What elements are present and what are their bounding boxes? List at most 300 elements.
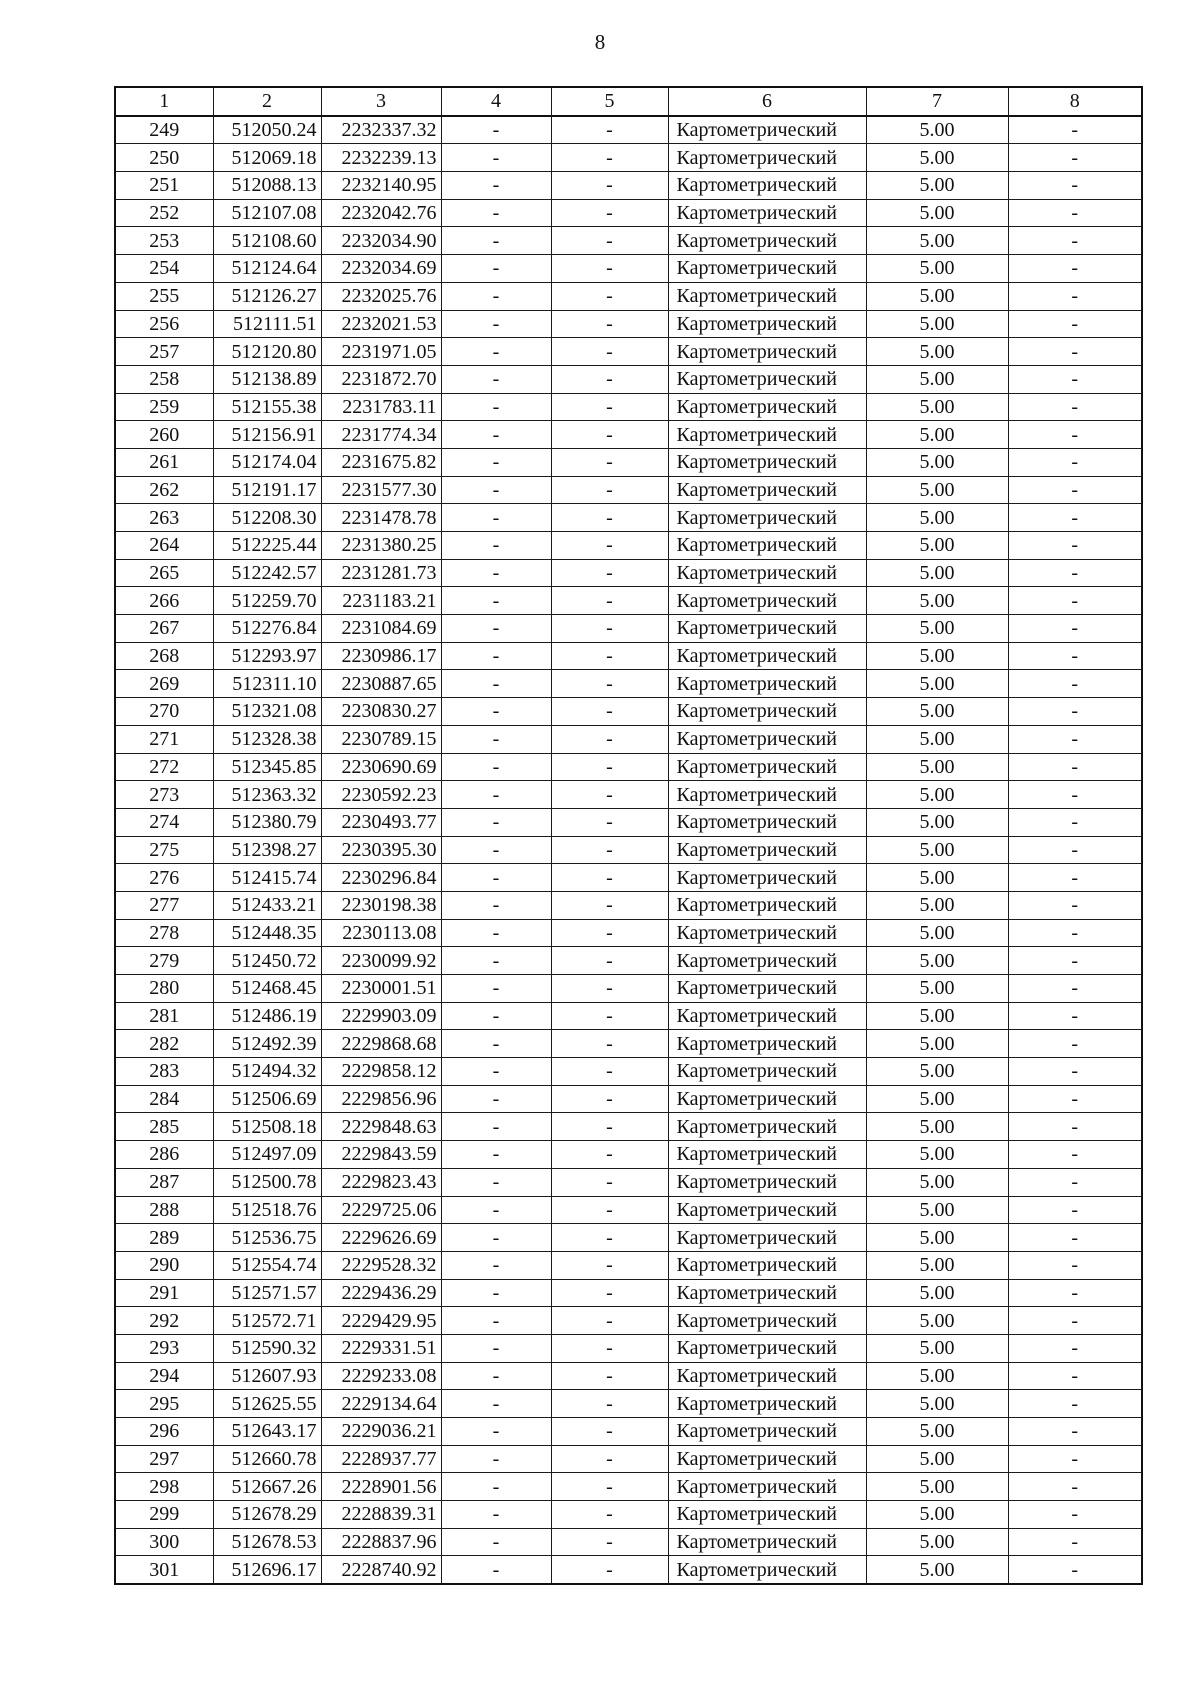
cell-col-4: - (441, 1528, 551, 1556)
table-row (115, 1002, 1142, 1030)
cell-coord-y: 2228901.56 (321, 1473, 441, 1501)
cell-coord-x: 512126.27 (213, 282, 321, 310)
cell-col-8: - (1008, 393, 1142, 421)
cell-method: Картометрический (668, 1058, 866, 1086)
cell-point-number: 283 (115, 1058, 213, 1086)
cell-method: Картометрический (668, 144, 866, 172)
table-row (115, 1362, 1142, 1390)
table-row (115, 199, 1142, 227)
cell-method: Картометрический (668, 836, 866, 864)
cell-col-4: - (441, 116, 551, 144)
cell-col-8: - (1008, 725, 1142, 753)
cell-point-number: 268 (115, 642, 213, 670)
cell-col-8: - (1008, 255, 1142, 283)
cell-coord-y: 2230887.65 (321, 670, 441, 698)
table-row (115, 559, 1142, 587)
cell-col-8: - (1008, 1085, 1142, 1113)
cell-coord-x: 512174.04 (213, 448, 321, 476)
cell-coord-y: 2231675.82 (321, 448, 441, 476)
cell-col-4: - (441, 725, 551, 753)
cell-accuracy: 5.00 (866, 227, 1008, 255)
cell-col-4: - (441, 199, 551, 227)
cell-col-8: - (1008, 421, 1142, 449)
cell-col-5: - (551, 1528, 668, 1556)
cell-point-number: 295 (115, 1390, 213, 1418)
cell-point-number: 285 (115, 1113, 213, 1141)
cell-col-5: - (551, 1418, 668, 1446)
cell-method: Картометрический (668, 947, 866, 975)
cell-method: Картометрический (668, 753, 866, 781)
table-row (115, 1113, 1142, 1141)
cell-col-4: - (441, 1556, 551, 1584)
cell-coord-y: 2229903.09 (321, 1002, 441, 1030)
cell-accuracy: 5.00 (866, 393, 1008, 421)
cell-col-8: - (1008, 504, 1142, 532)
cell-coord-x: 512572.71 (213, 1307, 321, 1335)
cell-col-4: - (441, 864, 551, 892)
header-cell-1: 1 (115, 87, 213, 116)
table-row (115, 1307, 1142, 1335)
table-row (115, 642, 1142, 670)
cell-col-8: - (1008, 1058, 1142, 1086)
cell-coord-x: 512293.97 (213, 642, 321, 670)
cell-point-number: 274 (115, 808, 213, 836)
cell-col-4: - (441, 144, 551, 172)
cell-accuracy: 5.00 (866, 448, 1008, 476)
cell-col-4: - (441, 1445, 551, 1473)
cell-coord-y: 2230789.15 (321, 725, 441, 753)
cell-col-5: - (551, 532, 668, 560)
cell-col-5: - (551, 1501, 668, 1529)
cell-coord-y: 2232337.32 (321, 116, 441, 144)
cell-coord-x: 512448.35 (213, 919, 321, 947)
cell-col-4: - (441, 1362, 551, 1390)
cell-point-number: 294 (115, 1362, 213, 1390)
cell-col-4: - (441, 1251, 551, 1279)
cell-coord-x: 512486.19 (213, 1002, 321, 1030)
cell-col-4: - (441, 919, 551, 947)
cell-coord-y: 2231183.21 (321, 587, 441, 615)
cell-method: Картометрический (668, 559, 866, 587)
cell-col-8: - (1008, 1528, 1142, 1556)
cell-accuracy: 5.00 (866, 864, 1008, 892)
cell-col-8: - (1008, 199, 1142, 227)
cell-col-4: - (441, 1141, 551, 1169)
table-row (115, 476, 1142, 504)
cell-method: Картометрический (668, 172, 866, 200)
header-cell-4: 4 (441, 87, 551, 116)
cell-col-4: - (441, 172, 551, 200)
cell-accuracy: 5.00 (866, 891, 1008, 919)
table-row (115, 255, 1142, 283)
cell-col-4: - (441, 670, 551, 698)
cell-col-5: - (551, 421, 668, 449)
cell-coord-y: 2231577.30 (321, 476, 441, 504)
cell-col-5: - (551, 172, 668, 200)
cell-col-5: - (551, 1445, 668, 1473)
cell-method: Картометрический (668, 1445, 866, 1473)
cell-point-number: 263 (115, 504, 213, 532)
cell-col-5: - (551, 365, 668, 393)
cell-method: Картометрический (668, 1085, 866, 1113)
cell-coord-y: 2230001.51 (321, 975, 441, 1003)
cell-col-5: - (551, 116, 668, 144)
cell-col-8: - (1008, 975, 1142, 1003)
cell-col-8: - (1008, 1168, 1142, 1196)
cell-coord-y: 2229233.08 (321, 1362, 441, 1390)
cell-accuracy: 5.00 (866, 781, 1008, 809)
cell-coord-x: 512208.30 (213, 504, 321, 532)
cell-coord-y: 2230099.92 (321, 947, 441, 975)
cell-col-5: - (551, 255, 668, 283)
cell-accuracy: 5.00 (866, 199, 1008, 227)
table-row (115, 781, 1142, 809)
cell-coord-y: 2229823.43 (321, 1168, 441, 1196)
header-cell-7: 7 (866, 87, 1008, 116)
cell-accuracy: 5.00 (866, 255, 1008, 283)
cell-coord-x: 512497.09 (213, 1141, 321, 1169)
cell-coord-y: 2229843.59 (321, 1141, 441, 1169)
cell-col-5: - (551, 753, 668, 781)
table-row (115, 947, 1142, 975)
cell-col-8: - (1008, 1307, 1142, 1335)
cell-coord-x: 512554.74 (213, 1251, 321, 1279)
cell-method: Картометрический (668, 1141, 866, 1169)
table-row (115, 836, 1142, 864)
cell-coord-x: 512433.21 (213, 891, 321, 919)
cell-accuracy: 5.00 (866, 1362, 1008, 1390)
cell-col-5: - (551, 1251, 668, 1279)
cell-col-4: - (441, 1473, 551, 1501)
cell-coord-x: 512678.29 (213, 1501, 321, 1529)
cell-col-4: - (441, 421, 551, 449)
cell-coord-x: 512191.17 (213, 476, 321, 504)
cell-col-4: - (441, 227, 551, 255)
cell-col-8: - (1008, 919, 1142, 947)
cell-col-5: - (551, 559, 668, 587)
cell-coord-x: 512242.57 (213, 559, 321, 587)
table-row (115, 725, 1142, 753)
cell-col-4: - (441, 615, 551, 643)
cell-col-5: - (551, 1196, 668, 1224)
cell-method: Картометрический (668, 1196, 866, 1224)
table-row (115, 1141, 1142, 1169)
cell-accuracy: 5.00 (866, 615, 1008, 643)
cell-col-5: - (551, 1224, 668, 1252)
table-row (115, 144, 1142, 172)
cell-method: Картометрический (668, 698, 866, 726)
cell-accuracy: 5.00 (866, 1113, 1008, 1141)
cell-coord-y: 2231872.70 (321, 365, 441, 393)
cell-coord-x: 512050.24 (213, 116, 321, 144)
cell-accuracy: 5.00 (866, 1058, 1008, 1086)
cell-method: Картометрический (668, 670, 866, 698)
cell-accuracy: 5.00 (866, 310, 1008, 338)
cell-point-number: 256 (115, 310, 213, 338)
cell-accuracy: 5.00 (866, 670, 1008, 698)
cell-coord-y: 2229528.32 (321, 1251, 441, 1279)
cell-point-number: 255 (115, 282, 213, 310)
cell-col-8: - (1008, 587, 1142, 615)
cell-col-4: - (441, 1085, 551, 1113)
cell-col-5: - (551, 725, 668, 753)
cell-accuracy: 5.00 (866, 116, 1008, 144)
cell-col-5: - (551, 587, 668, 615)
cell-method: Картометрический (668, 1501, 866, 1529)
cell-coord-y: 2231084.69 (321, 615, 441, 643)
cell-coord-x: 512518.76 (213, 1196, 321, 1224)
cell-col-5: - (551, 227, 668, 255)
cell-col-5: - (551, 1168, 668, 1196)
cell-point-number: 257 (115, 338, 213, 366)
cell-coord-x: 512380.79 (213, 808, 321, 836)
cell-accuracy: 5.00 (866, 1224, 1008, 1252)
cell-col-8: - (1008, 1030, 1142, 1058)
cell-coord-y: 2232140.95 (321, 172, 441, 200)
header-cell-8: 8 (1008, 87, 1142, 116)
cell-coord-x: 512398.27 (213, 836, 321, 864)
cell-accuracy: 5.00 (866, 808, 1008, 836)
cell-method: Картометрический (668, 532, 866, 560)
cell-method: Картометрический (668, 199, 866, 227)
cell-coord-y: 2228740.92 (321, 1556, 441, 1584)
cell-method: Картометрический (668, 421, 866, 449)
cell-point-number: 249 (115, 116, 213, 144)
cell-col-4: - (441, 310, 551, 338)
cell-coord-x: 512276.84 (213, 615, 321, 643)
cell-col-8: - (1008, 532, 1142, 560)
cell-point-number: 296 (115, 1418, 213, 1446)
cell-point-number: 250 (115, 144, 213, 172)
cell-col-8: - (1008, 1556, 1142, 1584)
cell-method: Картометрический (668, 1251, 866, 1279)
cell-coord-y: 2230296.84 (321, 864, 441, 892)
cell-coord-y: 2230592.23 (321, 781, 441, 809)
cell-col-4: - (441, 1279, 551, 1307)
cell-col-4: - (441, 532, 551, 560)
table-row (115, 504, 1142, 532)
cell-col-5: - (551, 947, 668, 975)
cell-col-5: - (551, 1307, 668, 1335)
cell-col-8: - (1008, 1501, 1142, 1529)
cell-coord-y: 2229868.68 (321, 1030, 441, 1058)
cell-col-4: - (441, 975, 551, 1003)
cell-accuracy: 5.00 (866, 975, 1008, 1003)
cell-coord-x: 512506.69 (213, 1085, 321, 1113)
cell-col-4: - (441, 365, 551, 393)
cell-point-number: 292 (115, 1307, 213, 1335)
cell-coord-x: 512696.17 (213, 1556, 321, 1584)
cell-method: Картометрический (668, 393, 866, 421)
cell-accuracy: 5.00 (866, 1445, 1008, 1473)
cell-accuracy: 5.00 (866, 836, 1008, 864)
cell-point-number: 293 (115, 1334, 213, 1362)
cell-col-8: - (1008, 282, 1142, 310)
cell-col-5: - (551, 1030, 668, 1058)
cell-coord-x: 512155.38 (213, 393, 321, 421)
cell-col-8: - (1008, 448, 1142, 476)
cell-col-5: - (551, 836, 668, 864)
cell-accuracy: 5.00 (866, 587, 1008, 615)
table-row (115, 282, 1142, 310)
cell-point-number: 265 (115, 559, 213, 587)
page-number: 8 (594, 30, 606, 54)
table-body (115, 116, 1142, 1584)
cell-col-4: - (441, 1501, 551, 1529)
table-row (115, 227, 1142, 255)
cell-point-number: 289 (115, 1224, 213, 1252)
cell-method: Картометрический (668, 255, 866, 283)
cell-accuracy: 5.00 (866, 1556, 1008, 1584)
cell-accuracy: 5.00 (866, 1141, 1008, 1169)
table-row (115, 1279, 1142, 1307)
cell-coord-x: 512363.32 (213, 781, 321, 809)
cell-col-8: - (1008, 310, 1142, 338)
cell-accuracy: 5.00 (866, 919, 1008, 947)
table-row (115, 1528, 1142, 1556)
cell-method: Картометрический (668, 310, 866, 338)
cell-accuracy: 5.00 (866, 365, 1008, 393)
cell-coord-x: 512450.72 (213, 947, 321, 975)
table-row (115, 1501, 1142, 1529)
cell-point-number: 258 (115, 365, 213, 393)
cell-point-number: 282 (115, 1030, 213, 1058)
cell-method: Картометрический (668, 227, 866, 255)
cell-point-number: 277 (115, 891, 213, 919)
cell-point-number: 267 (115, 615, 213, 643)
cell-coord-x: 512643.17 (213, 1418, 321, 1446)
cell-coord-y: 2230830.27 (321, 698, 441, 726)
table-row (115, 1196, 1142, 1224)
cell-coord-x: 512492.39 (213, 1030, 321, 1058)
cell-col-5: - (551, 891, 668, 919)
cell-coord-x: 512107.08 (213, 199, 321, 227)
table-row (115, 1224, 1142, 1252)
table-row (115, 310, 1142, 338)
cell-col-8: - (1008, 1473, 1142, 1501)
cell-col-5: - (551, 338, 668, 366)
cell-col-5: - (551, 282, 668, 310)
table-row (115, 1473, 1142, 1501)
table-row (115, 864, 1142, 892)
cell-coord-x: 512259.70 (213, 587, 321, 615)
cell-col-8: - (1008, 1334, 1142, 1362)
cell-coord-y: 2232239.13 (321, 144, 441, 172)
cell-coord-y: 2229626.69 (321, 1224, 441, 1252)
cell-method: Картометрический (668, 338, 866, 366)
cell-coord-y: 2230198.38 (321, 891, 441, 919)
cell-method: Картометрический (668, 1418, 866, 1446)
cell-col-5: - (551, 808, 668, 836)
cell-method: Картометрический (668, 587, 866, 615)
cell-method: Картометрический (668, 282, 866, 310)
table-row (115, 116, 1142, 144)
table-row (115, 615, 1142, 643)
cell-col-8: - (1008, 1418, 1142, 1446)
cell-method: Картометрический (668, 1362, 866, 1390)
cell-col-4: - (441, 947, 551, 975)
cell-col-8: - (1008, 836, 1142, 864)
cell-col-5: - (551, 144, 668, 172)
cell-method: Картометрический (668, 1473, 866, 1501)
cell-point-number: 300 (115, 1528, 213, 1556)
cell-coord-x: 512120.80 (213, 338, 321, 366)
cell-point-number: 272 (115, 753, 213, 781)
cell-method: Картометрический (668, 1334, 866, 1362)
cell-coord-y: 2229036.21 (321, 1418, 441, 1446)
cell-method: Картометрический (668, 1224, 866, 1252)
cell-coord-y: 2230113.08 (321, 919, 441, 947)
cell-point-number: 270 (115, 698, 213, 726)
cell-col-5: - (551, 310, 668, 338)
table-row (115, 1168, 1142, 1196)
cell-col-4: - (441, 1058, 551, 1086)
cell-point-number: 260 (115, 421, 213, 449)
cell-coord-x: 512667.26 (213, 1473, 321, 1501)
cell-point-number: 301 (115, 1556, 213, 1584)
cell-coord-y: 2229725.06 (321, 1196, 441, 1224)
cell-col-8: - (1008, 698, 1142, 726)
cell-col-8: - (1008, 947, 1142, 975)
cell-coord-x: 512536.75 (213, 1224, 321, 1252)
cell-col-8: - (1008, 172, 1142, 200)
cell-col-4: - (441, 1030, 551, 1058)
cell-coord-x: 512494.32 (213, 1058, 321, 1086)
cell-point-number: 262 (115, 476, 213, 504)
cell-method: Картометрический (668, 891, 866, 919)
table-row (115, 1418, 1142, 1446)
cell-coord-y: 2230690.69 (321, 753, 441, 781)
cell-accuracy: 5.00 (866, 753, 1008, 781)
cell-point-number: 278 (115, 919, 213, 947)
cell-col-4: - (441, 808, 551, 836)
cell-col-8: - (1008, 1196, 1142, 1224)
cell-accuracy: 5.00 (866, 338, 1008, 366)
cell-col-5: - (551, 1279, 668, 1307)
cell-col-4: - (441, 559, 551, 587)
cell-method: Картометрический (668, 116, 866, 144)
cell-coord-x: 512508.18 (213, 1113, 321, 1141)
cell-method: Картометрический (668, 504, 866, 532)
cell-point-number: 259 (115, 393, 213, 421)
cell-col-5: - (551, 199, 668, 227)
cell-coord-y: 2232034.69 (321, 255, 441, 283)
cell-coord-y: 2230986.17 (321, 642, 441, 670)
cell-col-4: - (441, 1418, 551, 1446)
cell-coord-x: 512156.91 (213, 421, 321, 449)
cell-col-8: - (1008, 559, 1142, 587)
cell-col-8: - (1008, 1279, 1142, 1307)
cell-col-8: - (1008, 365, 1142, 393)
cell-col-8: - (1008, 781, 1142, 809)
cell-col-4: - (441, 1224, 551, 1252)
cell-method: Картометрический (668, 1168, 866, 1196)
cell-col-5: - (551, 448, 668, 476)
cell-col-8: - (1008, 116, 1142, 144)
table-row (115, 670, 1142, 698)
cell-coord-y: 2229856.96 (321, 1085, 441, 1113)
cell-accuracy: 5.00 (866, 559, 1008, 587)
table-row (115, 975, 1142, 1003)
cell-col-5: - (551, 1058, 668, 1086)
cell-point-number: 297 (115, 1445, 213, 1473)
cell-method: Картометрический (668, 1390, 866, 1418)
cell-accuracy: 5.00 (866, 1390, 1008, 1418)
cell-col-4: - (441, 282, 551, 310)
header-cell-6: 6 (668, 87, 866, 116)
cell-col-4: - (441, 1196, 551, 1224)
table-row (115, 1445, 1142, 1473)
